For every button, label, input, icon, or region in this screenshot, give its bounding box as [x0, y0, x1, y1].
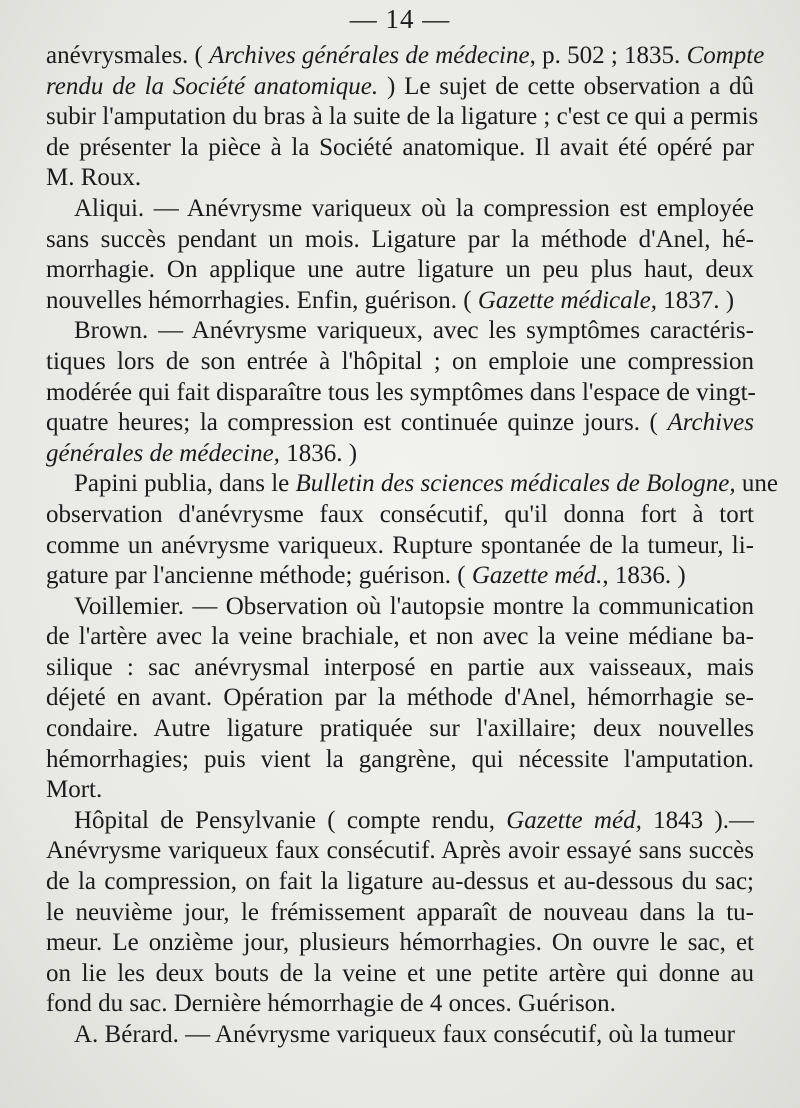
text-segment: , p. 502 ; 1835.	[529, 42, 687, 69]
text-segment: tiques lors de son entrée à l'hôpital ; on emploie une compression	[46, 347, 754, 375]
text-segment: Aliqui. — Anévrysme variqueux où la compression est employée	[74, 194, 754, 222]
italic-citation: rendu de la Société anatomique.	[46, 72, 379, 100]
text-line	[46, 194, 754, 225]
text-line	[46, 531, 754, 562]
text-segment: de présenter la pièce à la Société anatomique. Il avait été opéré par	[46, 133, 754, 161]
italic-citation: générales de médecine,	[46, 439, 280, 467]
text-line	[46, 867, 754, 898]
text-segment: comme un anévrysme variqueux. Rupture spontanée de la tumeur, li-	[46, 531, 754, 559]
text-segment: déjeté en avant. Opération par la méthode d'Anel, hémorrhagie se-	[46, 684, 754, 712]
text-segment: , 1836. )	[602, 562, 686, 590]
text-line	[46, 714, 754, 745]
italic-citation: Compte	[686, 42, 765, 69]
text-segment: Anévrysme variqueux faux consécutif. Après avoir essayé sans succès	[46, 837, 754, 865]
text-line	[46, 959, 754, 990]
body-text	[46, 41, 778, 1051]
italic-citation: Gazette médicale,	[477, 286, 657, 314]
text-line	[46, 286, 754, 317]
text-line	[46, 989, 754, 1020]
text-segment: morrhagie. On applique une autre ligature un peu plus haut, deux	[46, 256, 754, 284]
text-segment: une	[735, 470, 778, 498]
text-segment: ) Le sujet de cette observation a dû	[378, 72, 754, 100]
text-segment: observation d'anévrysme faux consécutif, qu'il donna fort à tort	[46, 500, 754, 528]
italic-citation: Gazette méd.	[471, 562, 603, 590]
page-number: — 14 —	[349, 4, 451, 34]
text-segment: quatre heures; la compression est continuée quinze jours. (	[46, 409, 668, 437]
text-segment: fond du sac. Dernière hémorrhagie de 4 onces. Guérison.	[46, 990, 616, 1018]
text-segment: on lie les deux bouts de la veine et une petite artère qui donne au	[46, 959, 754, 987]
italic-citation: Bulletin des sciences médicales de Bologne,	[295, 470, 736, 498]
text-line	[46, 439, 754, 470]
text-line	[46, 41, 765, 72]
text-line	[46, 561, 754, 592]
text-segment: Papini publia, dans le	[74, 470, 296, 498]
text-line	[46, 408, 754, 439]
text-line	[46, 225, 754, 256]
text-line	[46, 745, 754, 776]
text-segment: modérée qui fait disparaître tous les symptômes dans l'espace de vingt-	[46, 378, 756, 406]
text-segment: 1843 ).—	[641, 806, 754, 834]
text-line	[46, 102, 759, 133]
text-line	[46, 592, 754, 623]
text-line	[46, 163, 754, 194]
text-line	[46, 347, 754, 378]
text-segment: meur. Le onzième jour, plusieurs hémorrhagies. On ouvre le sac, et	[46, 929, 754, 957]
text-segment: Mort.	[46, 776, 103, 804]
text-line	[46, 469, 778, 500]
text-segment: le neuvième jour, le frémissement apparaît de nouveau dans la tu-	[46, 898, 754, 926]
text-segment: Voillemier. — Observation où l'autopsie montre la communication	[74, 592, 754, 620]
text-line	[46, 378, 754, 409]
text-line	[46, 775, 754, 806]
text-segment: Brown. — Anévrysme variqueux, avec les symptômes caractéris-	[74, 317, 754, 345]
text-segment: silique : sac anévrysmal interposé en partie aux vaisseaux, mais	[46, 653, 754, 681]
text-segment: 1836. )	[279, 439, 358, 467]
text-segment: nouvelles hémorrhagies. Enfin, guérison. (	[46, 286, 478, 314]
text-line	[46, 255, 754, 286]
text-line	[46, 898, 754, 929]
text-line	[46, 1020, 754, 1051]
text-line	[46, 806, 754, 837]
text-segment: A. Bérard. — Anévrysme variqueux faux consécutif, où la tumeur	[74, 1021, 735, 1048]
text-line	[46, 72, 754, 103]
text-segment: gature par l'ancienne méthode; guérison. (	[46, 562, 472, 590]
text-line	[46, 836, 754, 867]
text-line	[46, 133, 754, 164]
text-segment: M. Roux.	[46, 164, 142, 192]
text-segment: condaire. Autre ligature pratiquée sur l'axillaire; deux nouvelles	[46, 715, 754, 743]
text-segment: anévrysmales. (	[46, 42, 210, 69]
text-segment: de la compression, on fait la ligature au-dessus et au-dessous du sac;	[46, 868, 754, 896]
text-segment: subir l'amputation du bras à la suite de la ligature ; c'est ce qui a permis	[46, 103, 759, 131]
text-line	[46, 622, 754, 653]
text-line	[46, 683, 754, 714]
text-segment: hémorrhagies; puis vient la gangrène, qui nécessite l'amputation.	[46, 745, 754, 773]
italic-citation: Gazette méd,	[506, 806, 642, 834]
text-line	[46, 500, 754, 531]
italic-citation: Archives	[667, 409, 754, 437]
text-segment: Hôpital de Pensylvanie ( compte rendu,	[74, 806, 507, 834]
text-line	[46, 653, 754, 684]
text-line	[46, 316, 754, 347]
text-line	[46, 928, 754, 959]
text-segment: sans succès pendant un mois. Ligature par la méthode d'Anel, hé-	[46, 225, 754, 253]
text-segment: de l'artère avec la veine brachiale, et non avec la veine médiane ba-	[46, 623, 754, 651]
text-segment: 1837. )	[656, 286, 735, 314]
italic-citation: Archives générales de médecine	[209, 42, 530, 69]
